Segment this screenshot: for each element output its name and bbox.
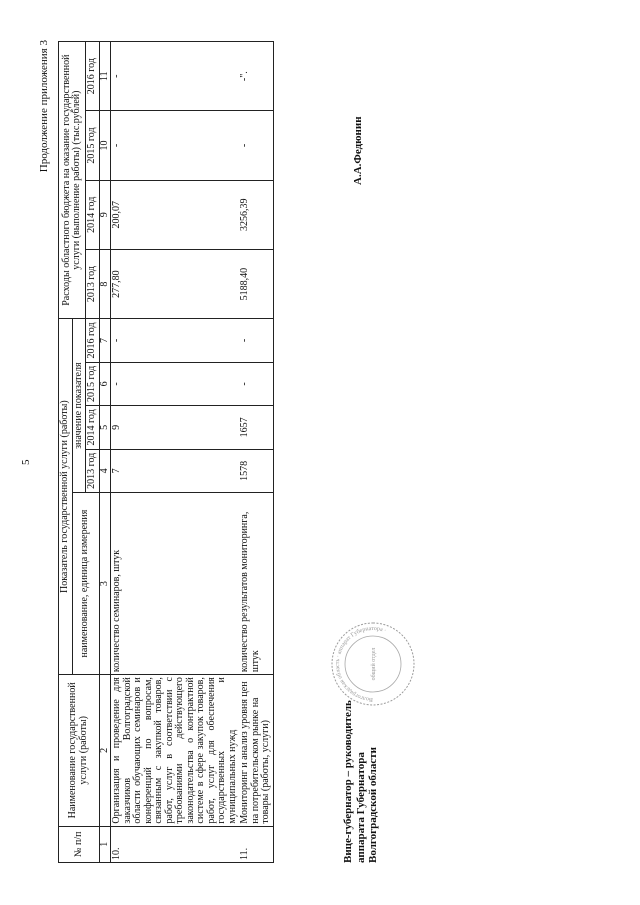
header-year: 2015 год [86, 111, 100, 180]
header-budget-group: Расходы областного бюджета на оказание государственной услуги (выполнение работы) (тыс.рублей) [59, 42, 86, 319]
budget-value: -". [239, 42, 273, 111]
column-number: 1 [99, 826, 111, 862]
signer-block [342, 700, 380, 863]
budget-value: - [111, 111, 240, 180]
signer-title-line: Волгоградской области [367, 747, 380, 863]
budget-value: 200,07 [111, 180, 240, 249]
column-number: 2 [99, 675, 111, 827]
column-number: 10 [99, 111, 111, 180]
signer-title-line: аппарата Губернатора [354, 752, 367, 863]
header-indicator-group: Показатель государственной услуги (работы) [59, 319, 73, 675]
service-name: Организация и проведение для заказчиков Волгоградской области обучающих семинаров и конференций по вопросам, связанным с закупкой товаров, работ, услуг в соответствии с требованиями действующего законодательства о контрактной системе в сфере закупок товаров, работ, услуг для обеспечения государственных и муниципальных нужд [111, 675, 240, 827]
budget-value: 3256,39 [239, 180, 273, 249]
signer-title-line: Вице-губернатор – руководитель [342, 700, 354, 863]
column-number: 3 [99, 493, 111, 675]
service-name: Мониторинг и анализ уровня цен на потребительском рынке на товары (работы, услуги) [239, 675, 273, 827]
header-year: 2014 год [86, 406, 100, 449]
header-year: 2014 год [86, 180, 100, 249]
header-service-name: Наименование государственной услуги (работы) [59, 675, 100, 827]
header-year: 2016 год [86, 42, 100, 111]
column-number: 5 [99, 406, 111, 449]
header-year: 2013 год [86, 449, 100, 492]
column-number: 9 [99, 180, 111, 249]
stamp-center-text: общий отдел [371, 647, 377, 681]
indicator-name: количество результатов мониторинга, штук [239, 493, 273, 675]
column-number: 8 [99, 249, 111, 318]
column-number: 11 [99, 42, 111, 111]
budget-value: 277,80 [111, 249, 240, 318]
page-number: 5 [20, 459, 32, 465]
budget-value: - [111, 42, 240, 111]
indicator-value: 1657 [239, 406, 273, 449]
column-number: 6 [99, 362, 111, 405]
header-num: № п/п [59, 826, 100, 862]
column-numbers-row [99, 42, 111, 863]
official-stamp [330, 621, 416, 707]
indicator-value: 7 [111, 449, 240, 492]
row-number: 10. [111, 826, 240, 862]
services-table [58, 41, 274, 863]
column-number: 4 [99, 449, 111, 492]
row-number: 11. [239, 826, 273, 862]
indicator-value: - [111, 362, 240, 405]
table-row [239, 42, 273, 863]
indicator-value: - [239, 362, 273, 405]
header-year: 2015 год [86, 362, 100, 405]
svg-text:Волгоградская область ∙ аппара [335, 626, 387, 702]
budget-value: - [239, 111, 273, 180]
header-indicator-value: значение показателя [72, 319, 86, 493]
table-row [111, 42, 240, 863]
header-year: 2013 год [86, 249, 100, 318]
header-indicator-name: наименование, единица измерения [72, 493, 99, 675]
indicator-value: 1578 [239, 449, 273, 492]
stamp-outer-text: Волгоградская область ∙ аппарат Губернатора ∙ [334, 625, 387, 703]
indicator-name: количество семинаров, штук [111, 493, 240, 675]
indicator-value: - [239, 319, 273, 362]
header-row-1 [59, 42, 73, 863]
column-number: 7 [99, 319, 111, 362]
header-year: 2016 год [86, 319, 100, 362]
signature-name: А.А.Федюнин [352, 116, 364, 185]
indicator-value: 9 [111, 406, 240, 449]
budget-value: 5188,40 [239, 249, 273, 318]
continuation-note: Продолжение приложения 3 [38, 40, 50, 173]
indicator-value: - [111, 319, 240, 362]
